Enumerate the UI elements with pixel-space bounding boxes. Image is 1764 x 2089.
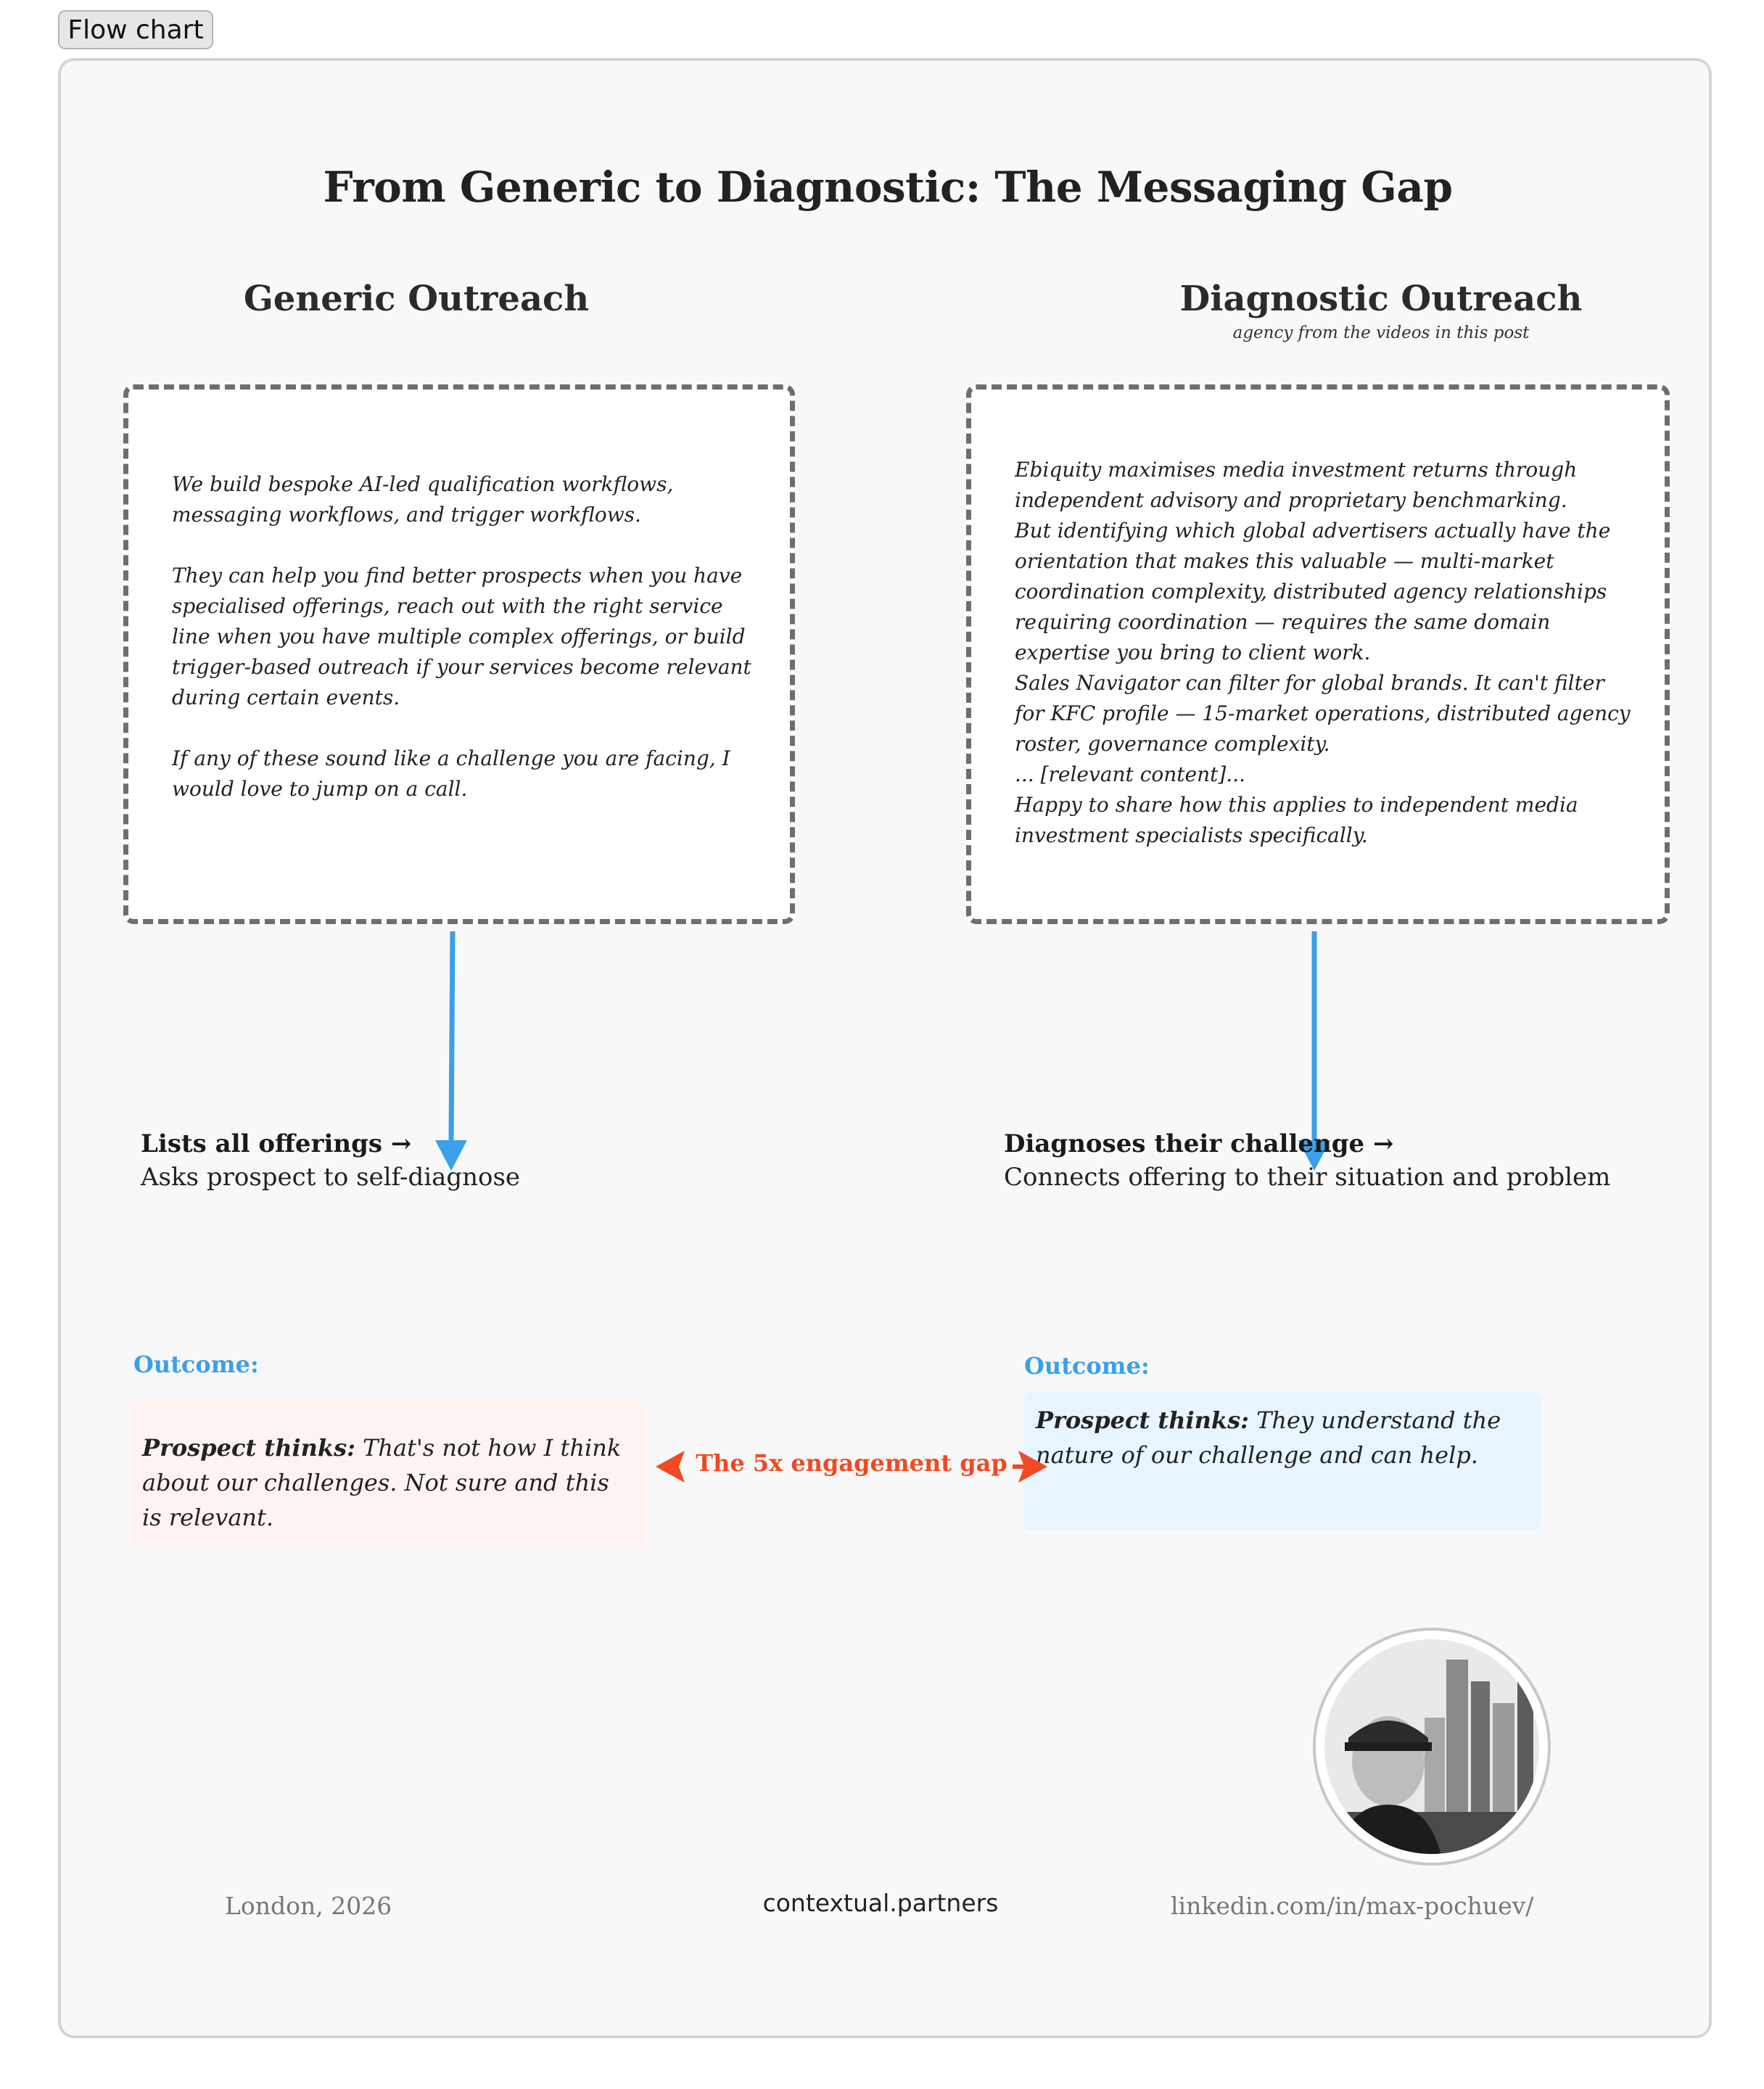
generic-thinks-text: That's not how I think about our challenges. Not sure and this is relevant.: [142, 1434, 622, 1531]
diagnostic-thinks-text: They understand the nature of our challenge and can help.: [1036, 1406, 1501, 1469]
generic-thinks-label: Prospect thinks:: [142, 1434, 355, 1462]
generic-paragraph: We build bespoke AI-led qualification workflows, messaging workflows, and trigger workflows.: [172, 472, 674, 527]
diagnostic-result: [1004, 1127, 1700, 1194]
generic-result-text: Asks prospect to self-diagnose: [141, 1163, 521, 1192]
diagnostic-thinks-label: Prospect thinks:: [1036, 1406, 1249, 1434]
right-column-subheading: agency from the videos in this post: [1232, 324, 1530, 342]
generic-outcome-label: Outcome:: [133, 1351, 259, 1378]
gap-right-arrowhead: [1013, 1445, 1049, 1488]
footer-site-link[interactable]: contextual.partners: [762, 1889, 999, 1917]
generic-result-title: Lists all offerings →: [141, 1129, 412, 1158]
diagnostic-paragraph: Ebiquity maximises media investment returns through independent advisory and proprietary benchmarking.: [1015, 458, 1578, 512]
diagnostic-message-text: [1015, 455, 1631, 851]
diagnostic-message-card: [966, 384, 1670, 924]
engagement-gap-label: The 5x engagement gap: [696, 1449, 1007, 1477]
diagnostic-outcome-label: Outcome:: [1024, 1352, 1150, 1380]
diagnostic-result-title: Diagnoses their challenge →: [1004, 1129, 1394, 1158]
diagnostic-prospect-thinks: [1024, 1393, 1541, 1530]
diagnostic-paragraph: Sales Navigator can filter for global brands. It can't filter for KFC profile — 15-market operations, distributed agency roster, governance complexity.: [1015, 671, 1631, 756]
generic-message-card: [123, 384, 795, 924]
footer-location: London, 2026: [225, 1892, 392, 1920]
diagnostic-result-text: Connects offering to their situation and problem: [1004, 1163, 1611, 1192]
generic-paragraph: If any of these sound like a challenge you are facing, I would love to jump on a call.: [172, 746, 730, 801]
diagnostic-paragraph: ... [relevant content]...: [1015, 762, 1246, 786]
author-photo-icon: [1316, 1631, 1548, 1863]
generic-message-text: [172, 469, 752, 804]
left-column-heading: Generic Outreach: [243, 279, 590, 319]
diagram-canvas: [58, 58, 1712, 2038]
author-avatar: [1313, 1628, 1551, 1866]
flow-chart-tab[interactable]: Flow chart: [58, 10, 213, 49]
footer-linkedin-link[interactable]: linkedin.com/in/max-pochuev/: [1171, 1892, 1534, 1920]
generic-paragraph: They can help you find better prospects when you have specialised offerings, reach out with the right service line when you have multiple complex offerings, or build trigger-based outreach if your services become relevant during certain events.: [172, 564, 751, 709]
diagnostic-paragraph: Happy to share how this applies to independent media investment specialists specifically.: [1015, 793, 1578, 847]
right-column-heading: Diagnostic Outreach: [1179, 279, 1583, 319]
diagnostic-paragraph: But identifying which global advertisers actually have the orientation that makes this valuable — multi-market coordination complexity, distributed agency relationships requiring coordination — requires the same domain expertise you bring to client work.: [1015, 519, 1611, 664]
generic-result: [141, 1127, 866, 1194]
diagram-title: From Generic to Diagnostic: The Messaging Gap: [323, 162, 1453, 212]
generic-prospect-thinks: [131, 1401, 646, 1546]
